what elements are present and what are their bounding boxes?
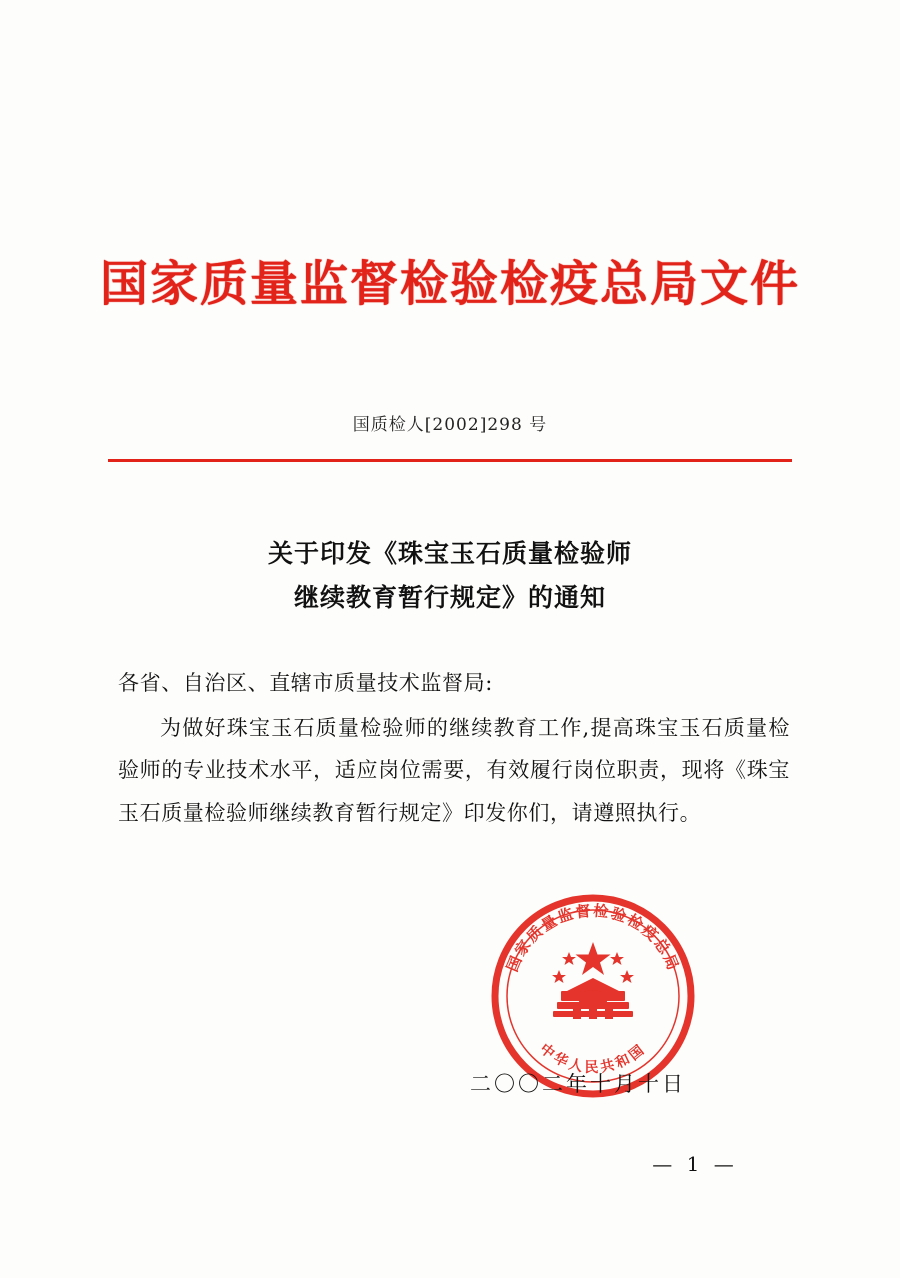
page-title bbox=[0, 532, 900, 620]
masthead bbox=[0, 258, 900, 311]
red-divider-rule bbox=[108, 459, 792, 462]
signature-date: 二〇〇二年十月十日 bbox=[470, 1072, 686, 1096]
document-body bbox=[118, 662, 790, 835]
page-title-line-2: 继续教育暂行规定》的通知 bbox=[293, 582, 606, 612]
svg-text:国家质量监督检验检疫总局: 国家质量监督检验检疫总局 bbox=[503, 901, 683, 975]
document-number: 国质检人[2002]298 号 bbox=[352, 415, 548, 435]
issuing-authority-title: 国家质量监督检验检疫总局文件 bbox=[99, 256, 800, 312]
page-number: — 1 — bbox=[652, 1152, 738, 1176]
body-paragraph-1: 为做好珠宝玉石质量检验师的继续教育工作,提高珠宝玉石质量检验师的专业技术水平，适应岗位需要，有效履行岗位职责，现将《珠宝玉石质量检验师继续教育暂行规定》印发你们，请遵照执行。 bbox=[118, 715, 790, 825]
page-title-line-1: 关于印发《珠宝玉石质量检验师 bbox=[267, 539, 632, 568]
svg-text:中华人民共和国: 中华人民共和国 bbox=[536, 1040, 650, 1077]
salutation: 各省、自治区、直辖市质量技术监督局: bbox=[118, 671, 493, 695]
